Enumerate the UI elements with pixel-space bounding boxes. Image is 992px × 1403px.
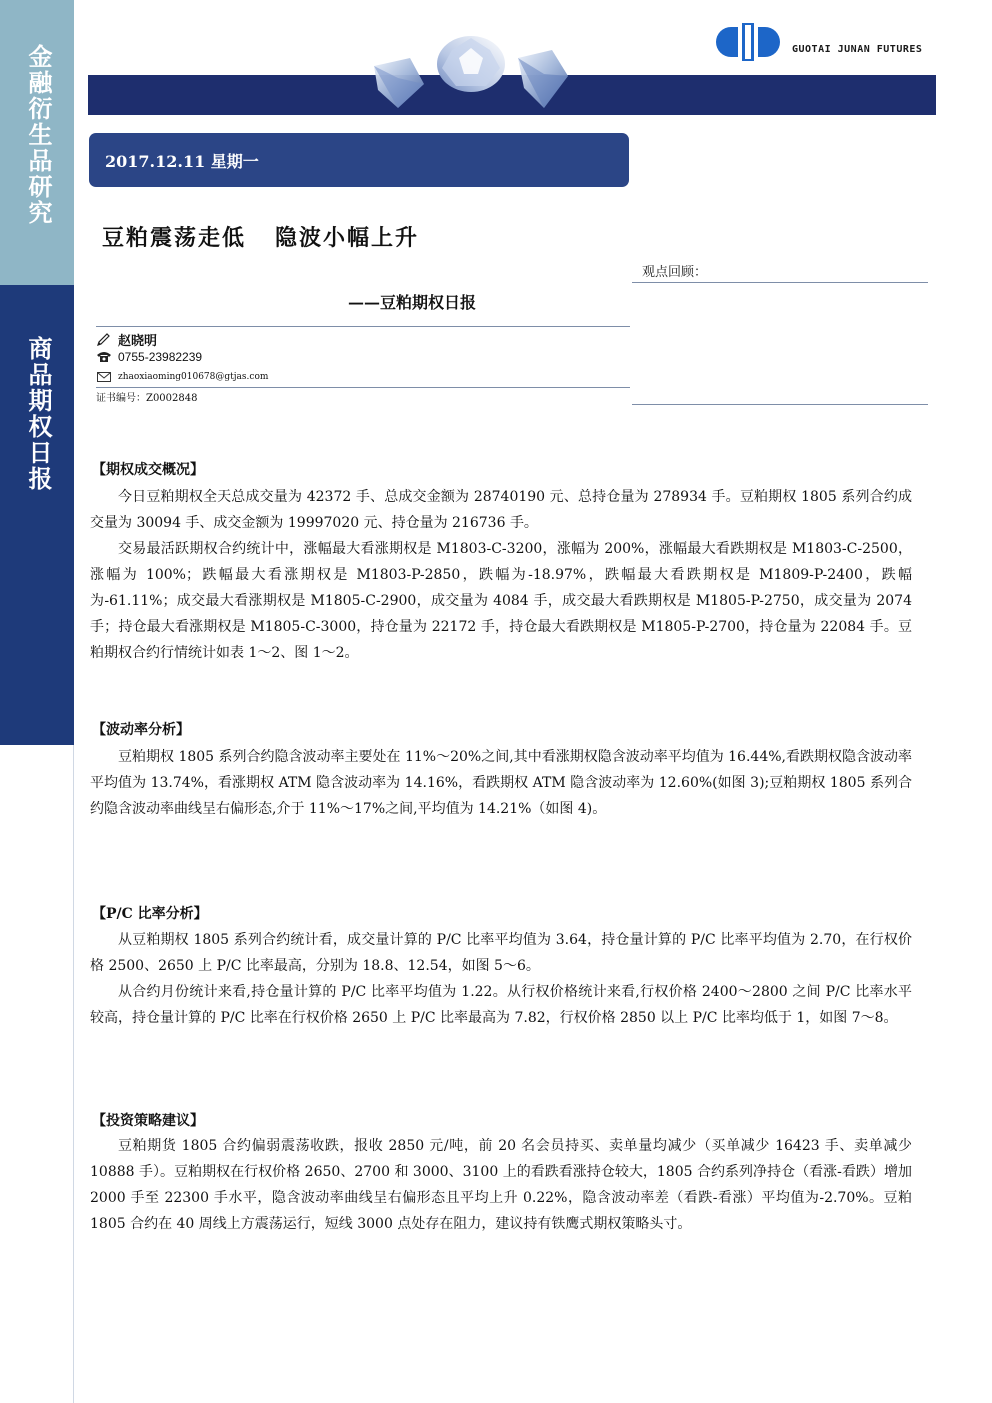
email-icon — [96, 370, 112, 384]
certificate-number: 证书编号：Z0002848 — [96, 393, 198, 404]
date-bar — [89, 133, 629, 187]
company-logo-text: GUOTAI JUNAN FUTURES — [792, 44, 923, 55]
sidebar-category-label: 金融衍生品研究 — [24, 44, 52, 226]
author-cert-row — [96, 389, 197, 404]
section-paragraph: 豆粕期货 1805 合约偏弱震荡收跌，报收 2850 元/吨，前 20 名会员持买、卖单量均减少（买单减少 16423 手、卖单减少 10888 手）。豆粕期权在行权价格 2650、2700 和 3000、3100 上的看跌看涨持仓较大，1805 合约系列净持仓（看涨-看跌）增加 2000 手至 22300 手水平，隐含波动率曲线呈右偏形态且平均上升 0.22%，隐含波动率差（看跌-看涨）平均值为-2.70%。豆粕 1805 合约在 40 周线上方震荡运行，短线 3000 点处存在阻力，建议持有铁鹰式期权策略头寸。 — [90, 1138, 912, 1232]
section-title-volatility: 【波动率分析】 — [92, 722, 190, 738]
review-bottom-divider — [632, 404, 928, 405]
sidebar-bottom-panel — [0, 745, 74, 1403]
author-email[interactable]: zhaoxiaoming010678@gtjas.com — [118, 372, 269, 382]
section-title-trading-overview: 【期权成交概况】 — [92, 462, 204, 478]
section-paragraph: 今日豆粕期权全天总成交量为 42372 手、总成交金额为 28740190 元、总持仓量为 278934 手。豆粕期权 1805 系列合约成交量为 30094 手、成交金额为 19997020 元、持仓量为 216736 手。 — [90, 489, 912, 531]
sidebar-report-type-label: 商品期权日报 — [24, 336, 52, 492]
section-title-strategy: 【投资策略建议】 — [92, 1113, 204, 1129]
author-top-divider — [96, 326, 630, 327]
section-paragraph: 交易最活跃期权合约统计中，涨幅最大看涨期权是 M1803-C-3200，涨幅为 200%，涨幅最大看跌期权是 M1803-C-2500，涨幅为 100%；跌幅最大看涨期权是 M1803-P-2850，跌幅为-18.97%，跌幅最大看跌期权是 M1809-P-2400，跌幅为-61.11%；成交最大看涨期权是 M1805-C-2900，成交量为 4084 手，成交最大看跌期权是 M1805-P-2750，成交量为 2074 手；持仓最大看涨期权是 M1805-C-3000，持仓量为 22172 手，持仓最大看跌期权是 M1805-P-2700，持仓量为 22084 手。豆粕期权合约行情统计如表 1～2、图 1～2。 — [90, 541, 912, 661]
pencil-icon — [96, 333, 112, 347]
report-date: 2017.12.11 星期一 — [105, 151, 259, 171]
phone-icon — [96, 350, 112, 364]
section-title-pc-ratio: 【P/C 比率分析】 — [92, 906, 208, 922]
author-phone: 0755-23982239 — [118, 350, 203, 364]
review-top-divider — [632, 282, 928, 283]
report-title: 豆粕震荡走低 隐波小幅上升 — [102, 225, 419, 251]
diamond-gem-image — [368, 28, 574, 114]
author-bottom-divider — [96, 387, 630, 388]
section-paragraph: 从合约月份统计来看,持仓量计算的 P/C 比率平均值为 1.22。从行权价格统计来看,行权价格 2400～2800 之间 P/C 比率水平较高，持仓量计算的 P/C 比率在行权价格 2650 上 P/C 比率最高为 7.82，行权价格 2850 以上 P/C 比率均低于 1，如图 7～8。 — [90, 984, 912, 1026]
author-name-row — [96, 330, 157, 349]
report-subtitle: ——豆粕期权日报 — [348, 293, 477, 312]
section-paragraph: 豆粕期权 1805 系列合约隐含波动率主要处在 11%～20%之间,其中看涨期权隐含波动率平均值为 16.44%,看跌期权隐含波动率平均值为 13.74%，看涨期权 ATM 隐含波动率为 14.16%，看跌期权 ATM 隐含波动率为 12.60%(如图 3);豆粕期权 1805 系列合约隐含波动率曲线呈右偏形态,介于 11%～17%之间,平均值为 14.21%（如图 4)。 — [90, 749, 912, 817]
author-phone-row — [96, 350, 202, 364]
author-email-row — [96, 370, 268, 384]
author-name: 赵晓明 — [118, 334, 158, 349]
guotai-logo-icon — [716, 21, 780, 63]
review-label: 观点回顾： — [642, 265, 708, 280]
section-paragraph: 从豆粕期权 1805 系列合约统计看，成交量计算的 P/C 比率平均值为 3.64，持仓量计算的 P/C 比率平均值为 2.70，在行权价格 2500、2650 上 P/C 比率最高，分别为 18.8、12.54，如图 5～6。 — [90, 932, 912, 974]
